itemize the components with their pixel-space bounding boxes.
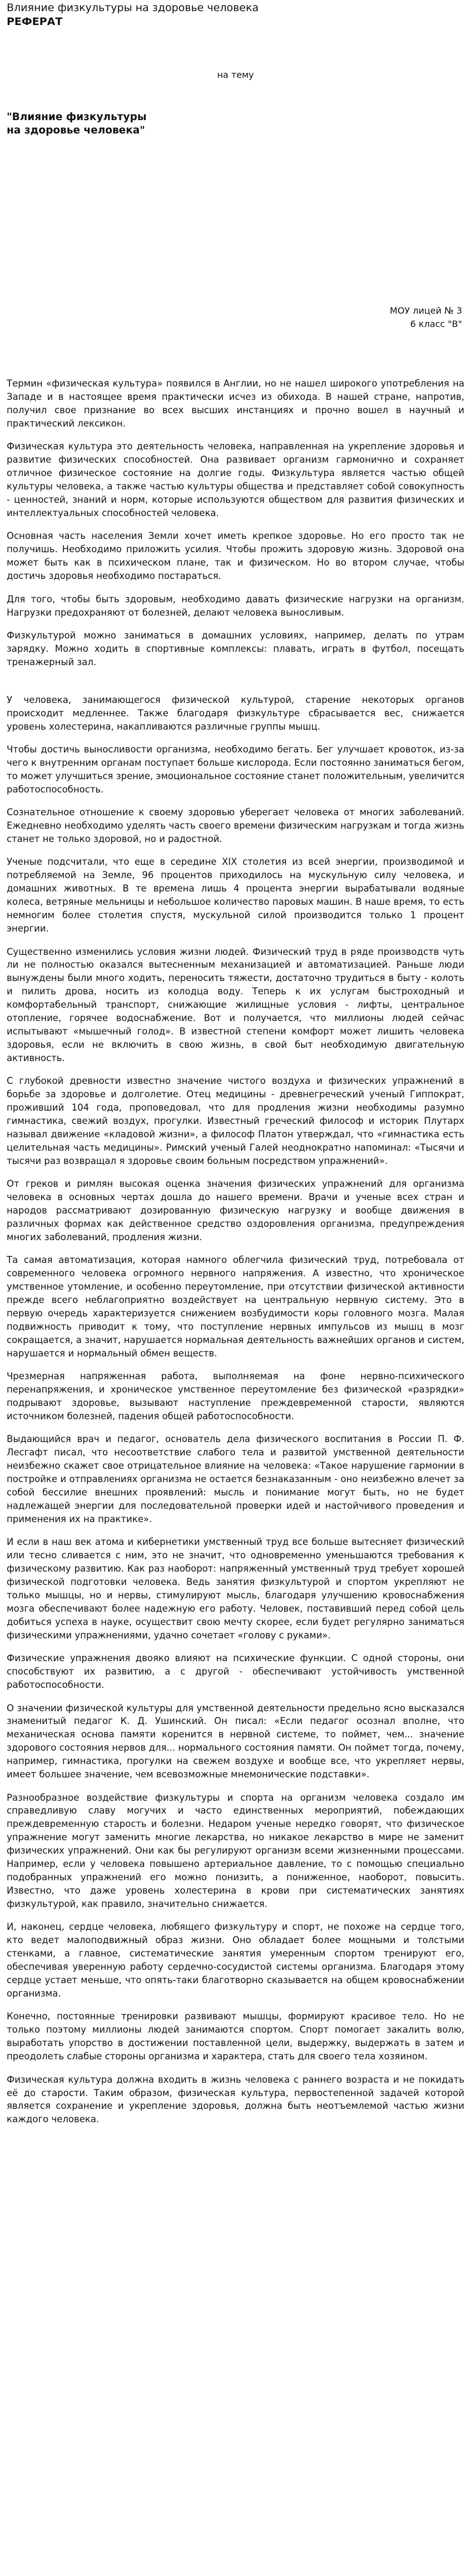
body-paragraph: Физическая культура должна входить в жизнь человека с раннего возраста и не покидать её до старости. Таким образом, физическая культура, первостепенной задачей которой является сохранение и укрепление здоровья, должна быть неотъемлемой частью жизни каждого человека. [7, 2074, 464, 2125]
body-paragraph: Сознательное отношение к своему здоровью уберегает человека от многих заболеваний. Ежедневно необходимо уделять часть своего времени физическим нагрузкам и тогда жизнь станет не только здоровой, но и радостной. [7, 807, 464, 845]
body-paragraph: Конечно, постоянные тренировки развивают мышцы, формируют красивое тело. Но не только поэтому миллионы людей занимаются спортом. Спорт помогает закалить волю, выработать упорство в достижении поставленной цели, выдержку, выдержать в затем и преодолеть слабые стороны организма и характера, стать для своего тела хозяином. [7, 2011, 464, 2062]
body-paragraph: Физическая культура это деятельность человека, направленная на укрепление здоровья и развитие физических способностей. Она развивает организм гармонично и сохраняет отличное физическое состояние на долгие годы. Физкультура является частью общей культуры человека, а также частью культуры общества и представляет собой совокупность - ценностей, знаний и норм, которые используются обществом для развития физических и интеллектуальных способностей человека. [7, 441, 464, 519]
body-paragraph: Разнообразное воздействие физкультуры и спорта на организм человека создало им справедливую славу могучих и часто единственных мероприятий, побеждающих преждевременную старость и болезни. Недаром ученые нередко говорят, что физическое упражнение могут заменить многие лекарства, но никакое лекарство в мире не заменит физических упражнений. Они как бы регулируют организм всеми жизненными процессами. Например, если у человека повышено артериальное давление, то с помощью специально подобранных упражнений его можно понизить, а пониженное, наоборот, повысить. Известно, что даже уровень холестерина в крови при систематических занятиях физкультурой, как правило, значительно снижается. [7, 1792, 464, 1909]
body-paragraph: Та самая автоматизация, которая намного облегчила физический труд, потребовала от современного человека огромного нервного напряжения. А известно, что хроническое умственное утомление, и особенно переутомление, при отсутствии физической активности прежде всего неблагоприятно воздействует на центральную нервную систему. Это в первую очередь характеризуется снижением возбудимости коры головного мозга. Малая подвижность приводит к тому, что поступление нервных импульсов из мышц в мозг сокращается, а значит, нарушается нормальная деятельность важнейших органов и систем, нарушается и нормальный обмен веществ. [7, 1255, 464, 1359]
page-title: Влияние физкультуры на здоровье человека [7, 2, 259, 14]
body-paragraph: Выдающийся врач и педагог, основатель дела физического воспитания в России П. Ф. Лесгафт писал, что несоответствие слабого тела и развитой умственной деятельности неизбежно скажет свое отрицательное влияние на человека: «Такое нарушение гармонии в постройке и отправлениях организма не остается безнаказанным - оно неизбежно влечет за собой бессилие внешних проявлений: мысль и понимание могут быть, но не будет надлежащей энергии для последовательной проверки идей и настойчивого проведения и применения их на практике». [7, 1434, 464, 1524]
body-paragraph: И, наконец, сердце человека, любящего физкультуру и спорт, не похоже на сердце того, кто ведет малоподвижный образ жизни. Оно обладает более мощными и толстыми стенками, а главное, систематические занятия умеренным спортом тренируют его, обеспечивая уверенную работу сердечно-сосудистой системы организма. Благодаря этому сердце устает меньше, что опять-таки благотворно сказывается на общем кровоснабжении организма. [7, 1921, 464, 1999]
body-paragraph: От греков и римлян высокая оценка значения физических упражнений для организма человека в основных чертах дошла до нашего времени. Врачи и ученые всех стран и народов рассматривают дозированную физическую нагрузку и вообще движения в различных формах как действенное средство оздоровления организма, предупреждения многих заболеваний, продления жизни. [7, 1178, 464, 1242]
body-paragraph: Термин «физическая культура» появился в Англии, но не нашел широкого употребления на Западе и в настоящее время практически исчез из обихода. В нашей стране, напротив, получил свое признание во всех высших инстанциях и прочно вошел в научный и практический лексикон. [7, 378, 464, 429]
body-paragraph: У человека, занимающегося физической культурой, старение некоторых органов происходит медленнее. Также благодаря физкультуре сбрасывается вес, снижается уровень холестерина, накапливаются различные группы мышц. [7, 694, 464, 732]
body-paragraph: И если в наш век атома и кибернетики умственный труд все больше вытесняет физический или тесно сливается с ним, это не значит, что одновременно уменьшаются требования к физическому развитию. Как раз наоборот: напряженный умственный труд требует хорошей физической подготовки человека. Ведь занятия физкультурой и спортом укрепляют не только мышцы, но и нервы, стимулируют мысль, благодаря улучшению кровоснабжения мозга обеспечивают более надежную его работу. Человек, поставивший перед собой цель добиться успеха в науке, осуществит свою мечту скорее, если будет регулярно заниматься физическими упражнениями, удачно сочетает «голову с руками». [7, 1537, 464, 1641]
body-paragraph: С глубокой древности известно значение чистого воздуха и физических упражнений в борьбе за здоровье и долголетие. Отец медицины - древнегреческий ученый Гиппократ, проживший 104 года, проповедовал, что для продления жизни необходимы разумно гимнастика, свежий воздух, прогулки. Известный греческий философ и историк Плутарх называл движение «кладовой жизни», а философ Платон утверждал, что «гимнастика есть целительная часть медицины». Римский ученый Галей неоднократно напоминал: «Тысячи и тысячи раз возвращал я здоровье своим больным посредством упражнений». [7, 1076, 464, 1166]
topic-title [7, 111, 464, 137]
subtitle-on-topic: на тему [217, 70, 254, 81]
body-paragraph: Существенно изменились условия жизни людей. Физический труд в ряде производств чуть ли не полностью оказался вытесненным механизацией и автоматизацией. Раньше люди вынуждены были много ходить, переносить тяжести, достаточно трудиться в быту - колоть и пилить дрова, носить из колодца воду. Теперь к их услугам быстроходный и комфортабельный транспорт, снижающие жилищные условия - лифты, центральное отопление, горячее водоснабжение. Вот и получается, что миллионы людей сейчас испытывают «мышечный голод». В известной степени комфорт может лишить человека здоровья, если не включить в свою жизнь, в свой быт необходимую двигательную активность. [7, 946, 464, 1063]
school-name: МОУ лицей № 3 [390, 305, 462, 316]
body-paragraph: Физкультурой можно заниматься в домашних условиях, например, делать по утрам зарядку. Можно ходить в спортивные комплексы: плавать, играть в футбол, посещать тренажерный зал. [7, 630, 464, 667]
class-name: 6 класс "В" [410, 319, 462, 330]
body-paragraph: О значении физической культуры для умственной деятельности предельно ясно высказался знаменитый педагог К. Д. Ушинский. Он писал: «Если педагог осознал вполне, что механическая основа памяти коренится в нервной системе, то поймет, чем... значение здорового состояния нервов для... нормального состояния памяти. Он поймет тогда, почему, например, гимнастика, прогулки на свежем воздухе и вообще все, что укрепляет нервы, имеет большее значение, чем всевозможные мнемонические подставки». [7, 1702, 464, 1780]
body-paragraph: Основная часть населения Земли хочет иметь крепкое здоровье. Но его просто так не получишь. Необходимо приложить усилия. Чтобы прожить здоровую жизнь. Здоровой она может быть как в психическом плане, так и физическом. Но во втором случае, чтобы достичь здоровья необходимо постараться. [7, 531, 464, 582]
body-paragraph: Чрезмерная напряженная работа, выполняемая на фоне нервно-психического перенапряжения, и хроническое умственное переутомление без физической «разрядки» подрывают здоровье, вызывают наступление преждевременной старости, являются источником болезней, падения общей работоспособности. [7, 1371, 464, 1422]
topic-title-line-1: "Влияние физкультуры [7, 111, 147, 123]
document-page [0, 1, 471, 2576]
document-type-heading: РЕФЕРАТ [7, 15, 63, 28]
body-paragraph: Ученые подсчитали, что еще в середине XIX столетия из всей энергии, производимой и потребляемой на Земле, 96 процентов приходилось на мускульную силу человека, и домашних животных. В те времена лишь 4 процента энергии вырабатывали водяные колеса, ветряные мельницы и небольшое количество паровых машин. В наше время, то есть немногим более столетия спустя, мускульной силой производится только 1 процент энергии. [7, 856, 464, 934]
body-paragraph: Физические упражнения двояко влияют на психические функции. С одной стороны, они способствуют их развитию, а с другой - обеспечивают устойчивость умственной работоспособности. [7, 1653, 464, 1691]
topic-title-line-2: на здоровье человека" [7, 124, 145, 136]
body-paragraph: Для того, чтобы быть здоровым, необходимо давать физические нагрузки на организм. Нагрузки предохраняют от болезней, делают человека выносливым. [7, 593, 464, 618]
school-info [7, 304, 462, 332]
body-paragraph: Чтобы достичь выносливости организма, необходимо бегать. Бег улучшает кровоток, из-за чего к внутренним органам поступает больше кислорода. Если постоянно заниматься бегом, то может улучшиться зрение, эмоциональное состояние станет положительным, увеличится работоспособность. [7, 744, 464, 795]
document-body [7, 377, 464, 2126]
